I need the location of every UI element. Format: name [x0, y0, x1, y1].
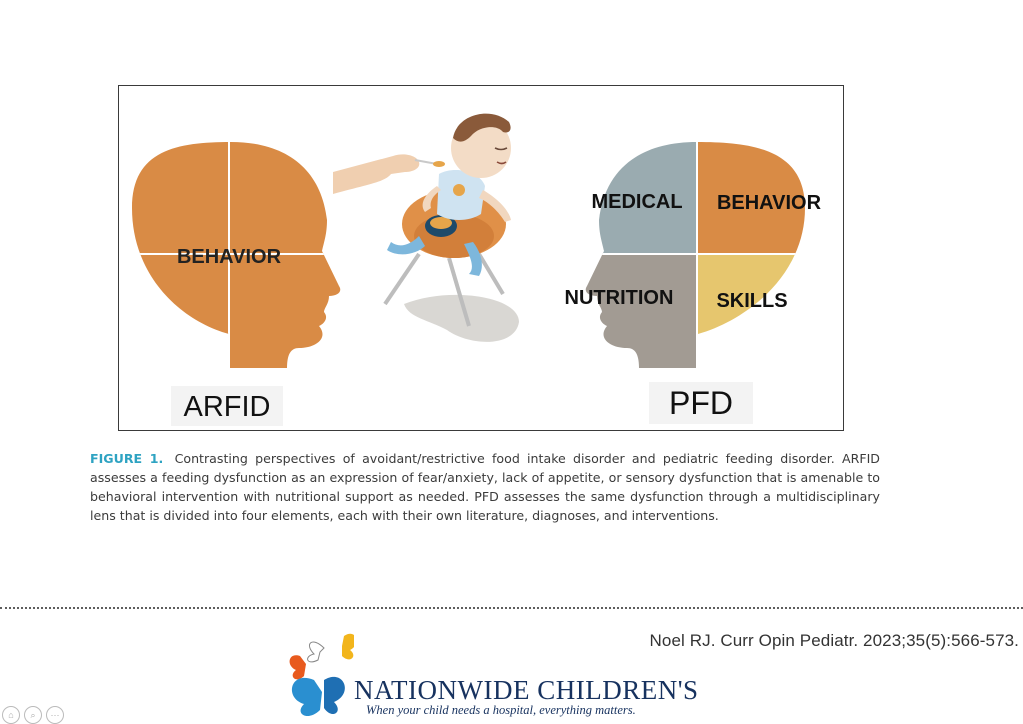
figure-illustration — [119, 86, 845, 432]
dotted-divider — [0, 607, 1023, 609]
pfd-label-behavior: BEHAVIOR — [716, 192, 822, 214]
arfid-label: ARFID — [183, 391, 271, 423]
nationwide-childrens-logo — [284, 630, 699, 722]
logo-tagline: When your child needs a hospital, everything matters. — [366, 703, 636, 717]
figure-panel — [118, 85, 844, 431]
spoon-food — [433, 161, 445, 167]
zoom-icon[interactable]: ⌕ — [24, 706, 42, 724]
viewer-controls — [2, 706, 64, 724]
butterflies-icon — [284, 630, 354, 722]
baby-leg-left — [387, 236, 425, 254]
pfd-quadrant-nutrition — [579, 254, 697, 384]
pfd-quadrant-skills — [697, 254, 817, 384]
arfid-head-label: BEHAVIOR — [176, 246, 282, 268]
pfd-label-skills: SKILLS — [716, 290, 788, 312]
chair-leg — [479, 254, 503, 294]
pfd-head — [579, 126, 819, 386]
pfd-quadrant-behavior — [697, 126, 817, 254]
baby-highchair-illustration — [333, 114, 519, 342]
parent-hand — [333, 154, 419, 194]
pfd-quadrant-medical — [579, 126, 697, 254]
caption-figure-label: FIGURE 1. — [90, 451, 164, 466]
logo-name: NATIONWIDE CHILDREN'S — [354, 675, 699, 705]
pfd-label: PFD — [669, 385, 733, 421]
more-icon[interactable]: ··· — [46, 706, 64, 724]
figure-caption — [90, 449, 880, 525]
citation: Noel RJ. Curr Opin Pediatr. 2023;35(5):566-573. — [649, 631, 1019, 650]
caption-text: Contrasting perspectives of avoidant/restrictive food intake disorder and pediatric feeding disorder. ARFID assesses a feeding dysfunction as an expression of fear/anxiety, lack of appetite, or sensory dysfunction that is amenable to behavioral intervention with nutritional support as needed. PFD assesses the same dysfunction through a multidisciplinary lens that is divided into four elements, each with their own literature, diagnoses, and interventions. — [90, 451, 880, 523]
home-icon[interactable]: ⌂ — [2, 706, 20, 724]
bib-decoration — [453, 184, 465, 196]
pfd-label-nutrition: NUTRITION — [564, 287, 674, 309]
pfd-label-medical: MEDICAL — [591, 191, 683, 213]
chair-leg — [385, 254, 419, 304]
